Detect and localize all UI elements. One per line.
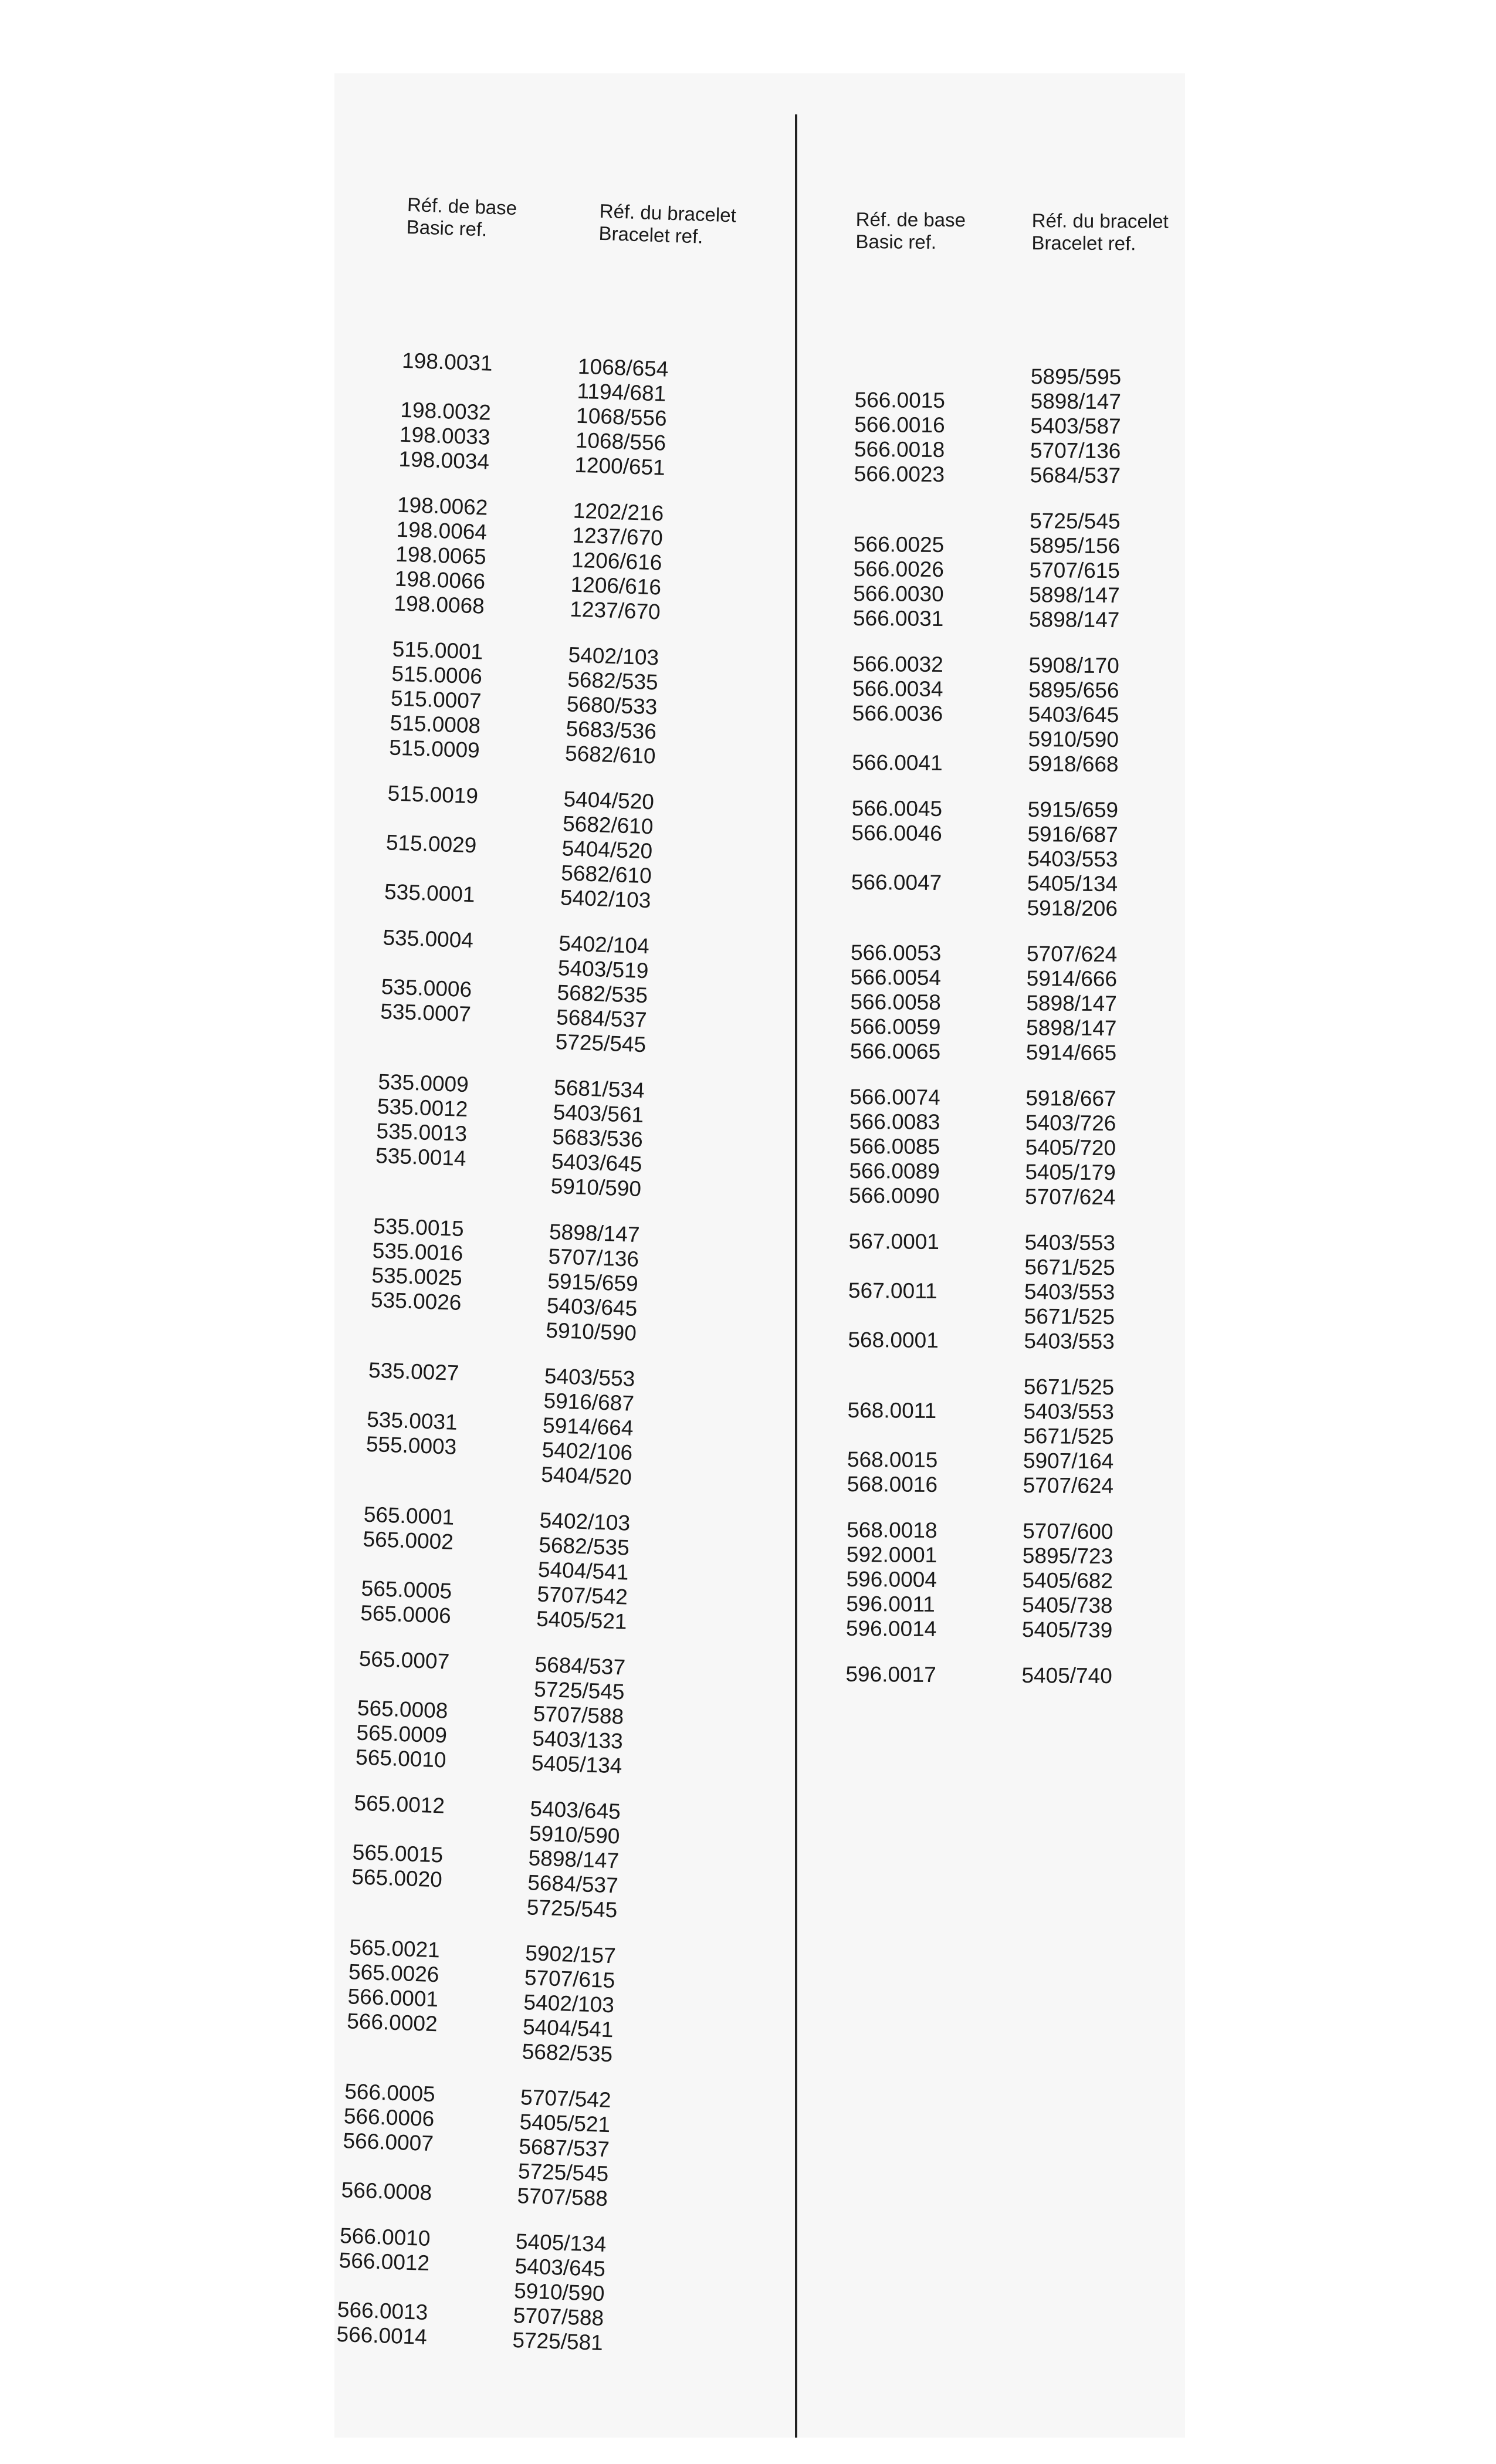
basic-ref-cell: 566.0059 [850,1014,941,1040]
table-row [851,821,1164,848]
bracelet-ref-cell: 5707/542 [520,2085,612,2113]
table-row [852,701,1165,728]
basic-ref-cell: 566.0015 [854,387,946,413]
bracelet-ref-cell: 5405/720 [1025,1135,1116,1160]
basic-ref-cell [851,845,1027,871]
basic-ref-cell: 198.0034 [398,446,490,474]
bracelet-ref-cell: 5910/590 [529,1821,621,1849]
basic-ref-cell: 535.0016 [372,1238,463,1266]
table-row [847,1542,1159,1569]
bracelet-ref-cell: 5405/521 [519,2110,611,2137]
basic-ref-cell: 568.0018 [847,1517,937,1543]
bracelet-ref-cell: 5402/103 [539,1508,631,1535]
bracelet-ref-cell: 5910/590 [1028,727,1119,752]
basic-ref-cell: 566.0012 [339,2248,430,2276]
basic-ref-cell: 565.0002 [362,1527,454,1554]
basic-ref-cell: 566.0025 [853,532,945,557]
basic-ref-cell: 565.0020 [351,1864,443,1892]
basic-ref-cell: 565.0006 [360,1600,452,1628]
bracelet-ref-cell: 5684/537 [556,1005,648,1033]
bracelet-ref-cell: 5402/104 [558,931,650,959]
basic-ref-cell: 566.0005 [344,2079,436,2107]
table-row [847,1423,1160,1450]
table-row [850,990,1163,1017]
basic-ref-cell: 566.0045 [851,796,943,821]
table-row [854,437,1167,464]
bracelet-ref-cell: 5403/519 [557,956,649,983]
bracelet-ref-cell: 5403/133 [532,1726,624,1754]
basic-ref-cell: 566.0002 [346,2009,438,2036]
bracelet-ref-cell: 1202/216 [573,498,664,526]
basic-ref-cell: 555.0003 [365,1431,457,1459]
table-row [854,412,1167,439]
bracelet-ref-cell: 5405/739 [1021,1617,1113,1643]
bracelet-ref-cell: 5682/610 [562,811,654,839]
basic-ref-cell: 535.0012 [377,1094,469,1122]
basic-ref-cell: 566.0047 [851,869,942,895]
basic-ref-cell: 596.0004 [846,1566,937,1592]
table-row [852,726,1165,753]
bracelet-ref-cell: 5916/687 [1027,822,1118,847]
bracelet-ref-cell: 1206/616 [570,572,662,600]
bracelet-ref-cell: 5725/545 [555,1030,647,1057]
basic-ref-cell: 566.0006 [343,2104,435,2131]
basic-ref-cell: 565.0005 [361,1576,452,1603]
bracelet-ref-cell: 5405/179 [1025,1160,1116,1185]
basic-ref-cell: 566.0010 [339,2223,431,2251]
bracelet-ref-cell: 5725/545 [1030,509,1121,534]
bracelet-ref-cell: 1068/654 [577,354,669,381]
group-spacer [849,1208,1162,1231]
bracelet-ref-cell: 5914/665 [1025,1040,1117,1065]
bracelet-ref-cell: 5671/525 [1023,1375,1115,1400]
bracelet-ref-cell: 5403/553 [1027,847,1118,872]
bracelet-ref-cell: 5671/525 [1024,1304,1115,1329]
group-spacer [848,1352,1160,1376]
table-row [852,750,1165,777]
bracelet-ref-cell: 5405/740 [1021,1663,1112,1688]
bracelet-ref-cell: 5902/157 [524,1941,617,1968]
table-row [850,1039,1163,1066]
table-row [852,796,1165,823]
bracelet-ref-cell: 5895/595 [1030,364,1122,390]
basic-ref-cell: 592.0001 [846,1542,937,1568]
bracelet-ref-cell: 5682/535 [567,667,659,695]
basic-ref-cell: 567.0001 [848,1228,940,1254]
basic-ref-cell [847,1423,1023,1448]
right-reference-table [845,114,1169,1714]
basic-ref-cell: 535.0031 [366,1407,458,1434]
basic-ref-cell: 565.0015 [352,1840,444,1867]
bracelet-ref-cell: 5707/542 [536,1582,628,1609]
bracelet-ref-cell: 5898/147 [1026,991,1117,1016]
basic-ref-cell: 566.0041 [852,750,943,776]
basic-ref-cell: 515.0029 [385,830,477,858]
bracelet-ref-cell: 5707/588 [533,1701,624,1729]
group-spacer [849,1064,1162,1087]
basic-ref-cell: 198.0065 [395,541,487,569]
bracelet-ref-cell: 5918/667 [1025,1086,1116,1111]
table-row [853,581,1166,608]
bracelet-ref-cell: 5684/537 [527,1870,619,1898]
bracelet-ref-cell: 5404/520 [563,787,655,814]
basic-ref-cell: 566.0074 [849,1084,940,1110]
basic-ref-cell: 515.0001 [392,637,483,664]
table-row [849,1085,1162,1112]
bracelet-ref-cell: 5908/170 [1028,653,1119,678]
table-row [845,1662,1158,1689]
basic-ref-cell [848,1373,1024,1399]
bracelet-ref-cell: 5725/545 [533,1677,625,1704]
basic-ref-cell: 535.0009 [377,1069,469,1097]
table-row [849,1183,1162,1210]
basic-ref-cell: 568.0016 [847,1471,938,1497]
table-row [847,1398,1160,1425]
group-spacer [853,631,1166,654]
bracelet-ref-cell: 5403/645 [551,1149,643,1177]
basic-ref-cell: 565.0009 [356,1720,448,1748]
basic-ref-cell: 566.0007 [342,2128,434,2156]
basic-ref-header: Réf. de base Basic ref. [406,193,517,241]
group-spacer [851,919,1163,943]
table-row [854,462,1167,489]
bracelet-ref-cell: 5403/645 [1028,702,1119,727]
table-row [854,388,1167,415]
basic-ref-cell: 198.0032 [400,397,492,425]
bracelet-ref-cell: 5910/590 [513,2278,605,2306]
basic-ref-cell: 565.0001 [363,1502,455,1529]
bracelet-ref-cell: 5402/103 [568,642,659,670]
bracelet-ref-cell: 5682/610 [560,861,652,888]
basic-ref-cell: 515.0019 [387,781,479,808]
basic-ref-cell: 566.0031 [852,605,944,631]
bracelet-ref-cell: 5683/536 [565,716,657,744]
bracelet-ref-cell: 5910/590 [545,1318,637,1345]
bracelet-ref-cell: 1194/681 [577,378,666,406]
basic-ref-cell: 535.0004 [382,925,474,953]
bracelet-ref-cell: 5682/610 [564,741,656,769]
table-row [850,1014,1163,1041]
table-row [855,363,1167,390]
bracelet-ref-header: Réf. du bracelet Bracelet ref. [1031,209,1169,255]
bracelet-ref-header: Réf. du bracelet Bracelet ref. [598,199,737,248]
bracelet-ref-cell: 5683/536 [551,1124,644,1152]
bracelet-ref-cell: 5898/147 [1029,583,1120,608]
basic-ref-cell: 596.0014 [845,1616,937,1641]
basic-ref-cell: 515.0008 [390,710,481,738]
table-row [853,606,1166,633]
basic-ref-cell: 515.0007 [390,686,482,713]
bracelet-ref-cell: 5405/134 [531,1751,623,1778]
bracelet-ref-cell: 5725/581 [512,2327,604,2355]
basic-ref-cell: 535.0015 [373,1213,465,1241]
bracelet-ref-cell: 5404/541 [537,1557,629,1585]
bracelet-ref-cell: 5671/525 [1023,1424,1114,1449]
right-table-header [855,164,1169,300]
basic-ref-cell [848,1254,1024,1280]
basic-ref-cell: 535.0007 [380,999,472,1027]
basic-ref-cell: 566.0065 [849,1038,941,1064]
basic-ref-cell: 535.0001 [384,879,476,907]
bracelet-ref-cell: 5404/541 [522,2015,614,2042]
bracelet-ref-cell: 5707/136 [1030,438,1121,463]
bracelet-ref-cell: 5707/600 [1023,1519,1113,1544]
basic-ref-cell: 566.0089 [849,1158,940,1184]
basic-ref-cell: 566.0046 [851,820,942,846]
bracelet-ref-cell: 5405/682 [1022,1568,1113,1593]
bracelet-ref-cell: 5404/520 [540,1462,632,1490]
bracelet-ref-cell: 5910/590 [550,1173,642,1201]
bracelet-ref-cell: 5403/587 [1030,414,1121,439]
basic-ref-cell: 566.0014 [336,2321,428,2350]
basic-ref-cell: 566.0016 [854,412,945,438]
bracelet-ref-cell: 5918/668 [1028,752,1119,777]
table-row [846,1592,1159,1619]
bracelet-ref-cell: 5403/553 [1024,1230,1116,1255]
bracelet-ref-cell: 5682/535 [557,980,648,1008]
basic-ref-cell: 566.0008 [341,2178,432,2205]
basic-ref-cell: 566.0034 [852,676,943,702]
basic-ref-cell: 515.0009 [388,735,480,763]
basic-ref-cell: 198.0031 [401,348,493,375]
basic-ref-cell: 535.0027 [368,1358,460,1385]
bracelet-ref-cell: 5914/664 [542,1413,634,1440]
basic-ref-cell: 565.0021 [348,1935,441,1962]
bracelet-ref-cell: 5895/723 [1022,1544,1113,1569]
bracelet-ref-cell: 5898/147 [528,1846,620,1873]
basic-ref-cell: 566.0053 [850,940,942,966]
basic-ref-cell: 566.0085 [849,1133,940,1159]
basic-ref-cell: 566.0083 [849,1109,940,1135]
bracelet-ref-cell: 5898/147 [1028,607,1120,632]
group-spacer [854,486,1166,510]
basic-ref-cell: 566.0058 [850,989,941,1015]
bracelet-ref-cell: 5682/535 [538,1532,630,1560]
table-row [854,507,1166,534]
basic-ref-cell [848,1303,1024,1329]
bracelet-ref-cell: 5405/134 [515,2229,607,2257]
bracelet-ref-cell: 5403/553 [1023,1399,1115,1424]
table-row [849,1109,1162,1136]
table-row [848,1229,1161,1256]
bracelet-ref-cell: 5707/136 [548,1244,639,1271]
left-table-header [405,149,738,293]
table-row [852,676,1165,703]
table-row [847,1472,1160,1499]
bracelet-ref-cell: 5403/553 [544,1363,635,1391]
basic-ref-cell: 198.0064 [396,517,488,544]
basic-ref-cell: 535.0006 [381,974,472,1002]
basic-ref-cell: 565.0026 [348,1959,440,1987]
basic-ref-cell: 568.0015 [847,1447,938,1473]
table-row [848,1328,1160,1355]
bracelet-ref-cell: 5403/553 [1024,1329,1115,1354]
basic-ref-cell: 566.0036 [852,700,943,726]
table-row [847,1447,1160,1474]
basic-ref-cell: 566.0013 [337,2297,428,2325]
bracelet-ref-cell: 1206/616 [571,547,663,575]
basic-ref-cell [851,895,1027,920]
bracelet-ref-cell: 1237/670 [569,597,661,624]
basic-ref-cell: 198.0068 [393,591,485,618]
table-row [846,1616,1159,1643]
bracelet-ref-cell: 5403/645 [546,1293,638,1321]
bracelet-ref-cell: 5403/726 [1025,1111,1116,1136]
basic-ref-cell: 566.0023 [854,461,945,487]
basic-ref-cell: 535.0026 [370,1287,462,1315]
bracelet-ref-cell: 5914/666 [1026,966,1118,991]
bracelet-ref-cell: 5898/147 [549,1219,641,1247]
left-table-body [336,348,732,2358]
table-row [851,895,1163,922]
basic-ref-cell: 535.0013 [376,1119,468,1146]
basic-ref-cell: 198.0033 [399,422,491,449]
bracelet-ref-cell: 5707/588 [516,2183,608,2211]
bracelet-ref-cell: 5402/103 [560,885,651,913]
bracelet-ref-cell: 5681/534 [553,1075,645,1103]
bracelet-ref-cell: 1068/556 [576,403,668,431]
bracelet-ref-cell: 5707/588 [513,2303,604,2330]
bracelet-ref-cell: 5402/103 [523,1990,615,2018]
table-row [851,965,1163,992]
bracelet-ref-cell: 5403/645 [514,2253,606,2282]
basic-ref-cell: 565.0008 [357,1695,448,1723]
bracelet-ref-cell: 1200/651 [574,452,666,480]
table-row [851,940,1163,967]
basic-ref-cell: 596.0011 [846,1591,935,1616]
bracelet-ref-cell: 5907/164 [1023,1448,1114,1474]
bracelet-ref-cell: 5405/738 [1022,1593,1113,1618]
basic-ref-header: Réf. de base Basic ref. [855,208,966,253]
bracelet-ref-cell: 5915/659 [1027,797,1119,823]
basic-ref-cell: 566.0054 [850,964,942,990]
bracelet-ref-cell: 5707/615 [1029,558,1121,583]
bracelet-ref-cell: 5671/525 [1024,1255,1115,1280]
bracelet-ref-cell: 1237/670 [571,523,664,550]
basic-ref-cell [855,363,1031,389]
bracelet-ref-cell: 5707/624 [1024,1184,1116,1210]
bracelet-ref-cell: 5403/553 [1024,1280,1115,1305]
table-row [846,1567,1159,1594]
group-spacer [847,1497,1159,1520]
bracelet-ref-cell: 5405/134 [1027,871,1118,896]
bracelet-ref-cell: 5898/147 [1025,1016,1117,1041]
bracelet-ref-cell: 5895/156 [1029,533,1121,559]
bracelet-ref-cell: 5684/537 [1030,463,1121,488]
basic-ref-cell: 596.0017 [845,1661,936,1687]
right-table-body [845,363,1167,1689]
basic-ref-cell: 535.0014 [375,1143,467,1171]
basic-ref-cell: 565.0010 [355,1745,447,1772]
bracelet-ref-cell: 5680/533 [566,692,658,719]
basic-ref-cell: 567.0011 [848,1278,937,1304]
table-row [852,652,1165,679]
table-row [848,1303,1161,1330]
table-row [851,870,1164,897]
bracelet-ref-cell: 5915/659 [547,1268,639,1296]
bracelet-ref-cell: 5403/645 [529,1796,621,1824]
bracelet-ref-cell: 5707/615 [524,1965,615,1993]
bracelet-ref-cell: 5404/520 [561,836,653,864]
bracelet-ref-cell: 5707/624 [1026,942,1118,967]
group-spacer [846,1641,1159,1664]
bracelet-ref-cell: 5916/687 [543,1388,635,1416]
basic-ref-cell: 568.0001 [848,1327,939,1353]
basic-ref-cell: 566.0018 [854,436,945,462]
table-row [848,1278,1161,1305]
basic-ref-cell: 566.0032 [852,651,943,677]
basic-ref-cell: 566.0026 [853,556,945,582]
basic-ref-cell: 565.0007 [358,1646,450,1674]
column-divider [795,114,797,2438]
bracelet-ref-cell: 5684/537 [534,1652,626,1680]
bracelet-ref-cell: 5402/106 [541,1437,633,1465]
basic-ref-cell [854,507,1030,533]
basic-ref-cell: 515.0006 [391,661,483,689]
table-row [854,532,1166,559]
bracelet-ref-cell: 5682/535 [522,2039,613,2067]
bracelet-ref-cell: 5707/624 [1023,1473,1114,1498]
bracelet-ref-cell: 5918/206 [1027,896,1118,921]
table-row [853,557,1166,584]
bracelet-ref-cell: 5898/147 [1030,389,1122,414]
basic-ref-cell: 198.0066 [394,566,486,594]
basic-ref-cell: 566.0001 [347,1984,439,2012]
bracelet-ref-cell: 5687/537 [518,2134,610,2162]
basic-ref-cell: 566.0090 [848,1183,940,1209]
table-row [849,1134,1162,1161]
bracelet-ref-cell: 5725/545 [517,2159,609,2187]
basic-ref-cell [852,726,1028,752]
basic-ref-cell: 565.0012 [354,1791,445,1818]
bracelet-ref-cell: 5895/656 [1028,678,1119,703]
table-row [848,1254,1161,1281]
table-row [847,1518,1159,1545]
basic-ref-cell: 568.0011 [847,1397,937,1423]
group-spacer [852,775,1165,798]
table-row [849,1159,1162,1186]
bracelet-ref-cell: 1068/556 [575,428,666,455]
table-row [848,1373,1160,1400]
bracelet-ref-cell: 5405/521 [536,1606,628,1634]
table-row [851,845,1164,872]
bracelet-ref-cell: 5403/561 [553,1100,644,1128]
basic-ref-cell: 535.0025 [371,1263,463,1291]
bracelet-ref-cell: 5725/545 [526,1895,618,1923]
basic-ref-cell: 566.0030 [853,581,944,607]
basic-ref-cell: 198.0062 [397,492,489,520]
